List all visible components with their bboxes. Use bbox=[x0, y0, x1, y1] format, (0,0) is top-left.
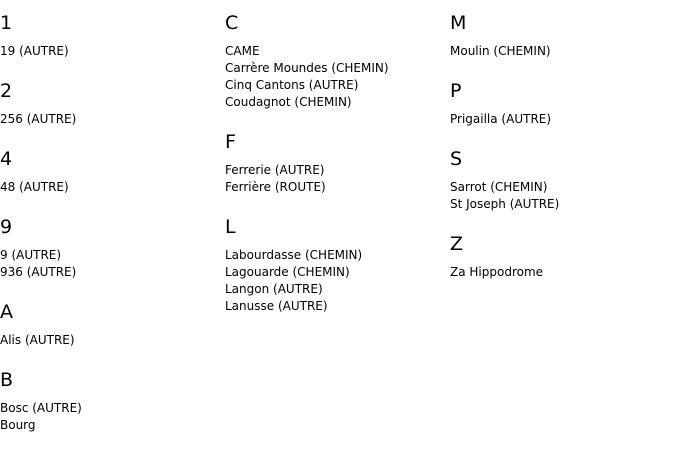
street-list bbox=[225, 247, 440, 315]
letter-heading: F bbox=[225, 131, 236, 153]
index-column bbox=[225, 0, 440, 315]
street-item: Moulin (CHEMIN) bbox=[450, 44, 551, 58]
street-list bbox=[0, 400, 215, 434]
street-item: Sarrot (CHEMIN) bbox=[450, 180, 548, 194]
letter-group bbox=[450, 148, 665, 213]
street-item: St Joseph (AUTRE) bbox=[450, 197, 560, 211]
letter-heading: P bbox=[450, 80, 462, 102]
letter-group bbox=[0, 12, 215, 60]
street-list bbox=[0, 247, 215, 281]
letter-heading: A bbox=[0, 301, 13, 323]
street-list bbox=[450, 179, 665, 213]
letter-heading: M bbox=[450, 12, 467, 34]
street-item: 19 (AUTRE) bbox=[0, 44, 69, 58]
street-list bbox=[450, 264, 665, 281]
letter-heading: 9 bbox=[0, 216, 13, 238]
letter-group bbox=[450, 80, 665, 128]
letter-group bbox=[450, 233, 665, 281]
letter-group bbox=[225, 131, 440, 196]
letter-group bbox=[0, 80, 215, 128]
street-item: Ferrerie (AUTRE) bbox=[225, 163, 325, 177]
street-list bbox=[450, 111, 665, 128]
street-item: Bosc (AUTRE) bbox=[0, 401, 82, 415]
letter-group bbox=[0, 301, 215, 349]
letter-group bbox=[0, 216, 215, 281]
letter-heading: 2 bbox=[0, 80, 13, 102]
street-item: 9 (AUTRE) bbox=[0, 248, 62, 262]
street-item: Carrère Moundes (CHEMIN) bbox=[225, 61, 389, 75]
street-item: CAME bbox=[225, 44, 260, 58]
letter-heading: C bbox=[225, 12, 239, 34]
street-item: Bourg bbox=[0, 418, 36, 432]
letter-heading: L bbox=[225, 216, 236, 238]
letter-heading: Z bbox=[450, 233, 464, 255]
street-item: Labourdasse (CHEMIN) bbox=[225, 248, 363, 262]
letter-heading: B bbox=[0, 369, 14, 391]
street-item: 48 (AUTRE) bbox=[0, 180, 69, 194]
letter-group bbox=[0, 369, 215, 434]
street-item: 256 (AUTRE) bbox=[0, 112, 77, 126]
letter-heading: S bbox=[450, 148, 463, 170]
letter-heading: 4 bbox=[0, 148, 13, 170]
street-item: Lanusse (AUTRE) bbox=[225, 299, 328, 313]
street-item: Prigailla (AUTRE) bbox=[450, 112, 552, 126]
letter-heading: 1 bbox=[0, 12, 13, 34]
letter-group bbox=[450, 12, 665, 60]
street-item: Alis (AUTRE) bbox=[0, 333, 75, 347]
letter-group bbox=[225, 216, 440, 315]
street-item: Ferrière (ROUTE) bbox=[225, 180, 326, 194]
street-item: Langon (AUTRE) bbox=[225, 282, 323, 296]
street-list bbox=[0, 43, 215, 60]
street-item: Coudagnot (CHEMIN) bbox=[225, 95, 352, 109]
street-item: Cinq Cantons (AUTRE) bbox=[225, 78, 359, 92]
street-list bbox=[225, 162, 440, 196]
index-column bbox=[0, 0, 215, 434]
street-list bbox=[450, 43, 665, 60]
letter-group bbox=[225, 12, 440, 111]
street-item: 936 (AUTRE) bbox=[0, 265, 77, 279]
street-list bbox=[0, 332, 215, 349]
street-item: Lagouarde (CHEMIN) bbox=[225, 265, 350, 279]
index-column bbox=[450, 0, 665, 281]
street-list bbox=[225, 43, 440, 111]
street-item: Za Hippodrome bbox=[450, 265, 544, 279]
street-list bbox=[0, 111, 215, 128]
street-list bbox=[0, 179, 215, 196]
letter-group bbox=[0, 148, 215, 196]
